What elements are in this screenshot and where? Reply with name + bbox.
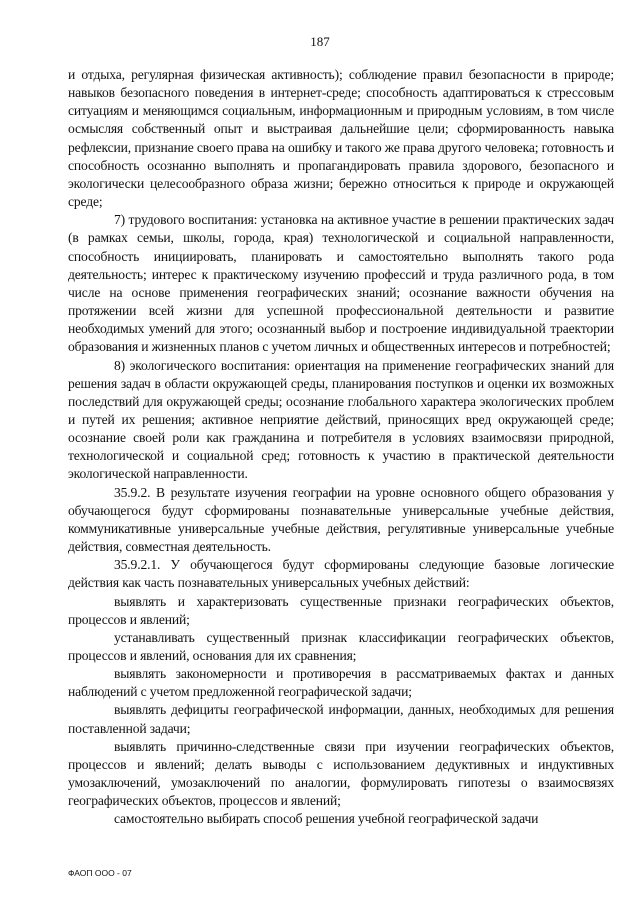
- paragraph-35-9-2-1: 35.9.2.1. У обучающегося будут сформированы следующие базовые логические действия как часть познавательных универсальных учебных действий:: [68, 557, 614, 591]
- footer-document-code: ФАОП ООО - 07: [68, 868, 132, 878]
- list-item: самостоятельно выбирать способ решения учебной географической задачи: [114, 811, 539, 827]
- list-item: выявлять причинно-следственные связи при изучении географических объектов, процессов и явлений; делать выводы с использованием дедуктивных и индуктивных умозаключений, умозаключений по аналогии, формулировать гипотезы о взаимосвязях географических объектов, процессов и явлений;: [68, 738, 614, 809]
- list-item: выявлять и характеризовать существенные признаки географических объектов, процессов и явлений;: [68, 593, 614, 627]
- page-body: [68, 66, 614, 829]
- list-item: выявлять закономерности и противоречия в рассматриваемых фактах и данных наблюдений с учетом предложенной географической задачи;: [68, 666, 614, 700]
- paragraph-35-9-2: 35.9.2. В результате изучения географии на уровне основного общего образования у обучающегося будут сформированы познавательные универсальные учебные действия, коммуникативные универсальные учебные действия, регулятивные универсальные учебные действия, совместная деятельность.: [68, 484, 614, 555]
- paragraph-ecological-education: 8) экологического воспитания: ориентация на применение географических знаний для решения задач в области окружающей среды, планирования поступков и оценки их возможных последствий для окружающей среды; осознание глобального характера экологических проблем и путей их решения; активное неприятие действий, приносящих вред окружающей среде; осознание своей роли как гражданина и потребителя в условиях взаимосвязи природной, технологической и социальной сред; готовность к участию в практической деятельности экологической направленности.: [68, 357, 614, 482]
- list-item: выявлять дефициты географической информации, данных, необходимых для решения поставленной задачи;: [68, 702, 614, 736]
- list-item: устанавливать существенный признак классификации географических объектов, процессов и явлений, основания для их сравнения;: [68, 629, 614, 663]
- page-number: 187: [310, 34, 330, 49]
- paragraph-health-continuation: и отдыха, регулярная физическая активность); соблюдение правил безопасности в природе; навыков безопасного поведения в интернет-среде; способность адаптироваться к стрессовым ситуациям и меняющимся социальным, информационным и природным условиям, в том числе осмысляя собственный опыт и выстраивая дальнейшие цели; сформированность навыка рефлексии, признание своего права на ошибку и такого же права другого человека; готовность и способность осознанно выполнять и пропагандировать правила здорового, безопасного и экологически целесообразного образа жизни; бережно относиться к природе и окружающей среде;: [68, 67, 614, 210]
- paragraph-labor-education: 7) трудового воспитания: установка на активное участие в решении практических задач (в рамках семьи, школы, города, края) технологической и социальной направленности, способность инициировать, планировать и самостоятельно выполнять такого рода деятельность; интерес к практическому изучению профессий и труда различного рода, в том числе на основе применения географических знаний; осознание важности обучения на протяжении всей жизни для успешной профессиональной деятельности и развитие необходимых умений для этого; осознанный выбор и построение индивидуальной траектории образования и жизненных планов с учетом личных и общественных интересов и потребностей;: [68, 212, 614, 355]
